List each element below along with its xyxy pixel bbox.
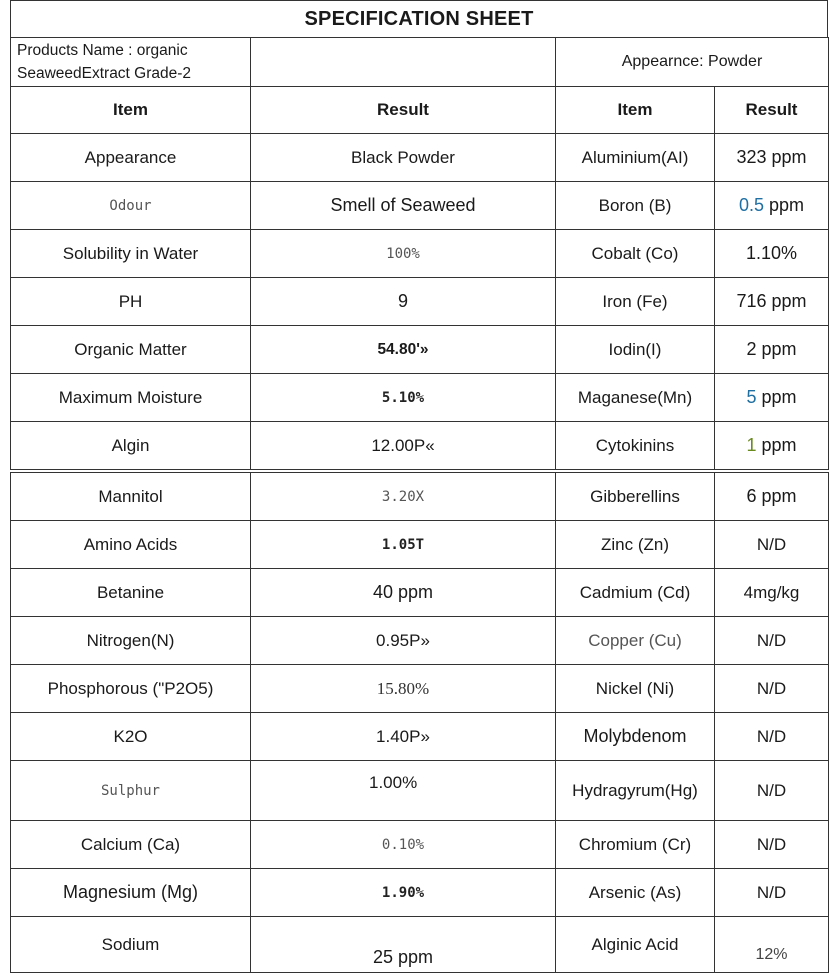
item-cell-2: Boron (B) — [556, 182, 715, 230]
result-cell: 0.10% — [251, 821, 556, 869]
item-cell-2: Arsenic (As) — [556, 869, 715, 917]
table-row — [11, 134, 829, 182]
result-unit: ppm — [756, 435, 797, 455]
item-cell: Maximum Moisture — [11, 374, 251, 422]
result-cell: 0.95P» — [251, 617, 556, 665]
item-cell: Amino Acids — [11, 521, 251, 569]
item-cell: Appearance — [11, 134, 251, 182]
result-cell-2: 4mg/kg — [715, 569, 829, 617]
table-row — [11, 278, 829, 326]
result-cell: 25 ppm — [251, 917, 556, 973]
table-row — [11, 521, 829, 569]
item-cell-2: Iron (Fe) — [556, 278, 715, 326]
item-cell-2: Aluminium(AI) — [556, 134, 715, 182]
item-cell: Odour — [11, 182, 251, 230]
result-cell: 15.80% — [251, 665, 556, 713]
product-row — [11, 38, 829, 87]
result-cell-2 — [715, 374, 829, 422]
table-row — [11, 761, 829, 821]
result-cell-2: 2 ppm — [715, 326, 829, 374]
result-cell-2: 1.10% — [715, 230, 829, 278]
result-cell: 5.10% — [251, 374, 556, 422]
item-cell: Phosphorous ("P2O5) — [11, 665, 251, 713]
item-cell: K2O — [11, 713, 251, 761]
table-row — [11, 665, 829, 713]
item-cell-2: Copper (Cu) — [556, 617, 715, 665]
product-name: Products Name : organic SeaweedExtract Grade-2 — [11, 38, 251, 87]
item-cell: PH — [11, 278, 251, 326]
item-cell: Mannitol — [11, 471, 251, 521]
result-cell-2 — [715, 182, 829, 230]
table-row — [11, 422, 829, 472]
sheet-title: SPECIFICATION SHEET — [10, 0, 828, 37]
result-cell: Smell of Seaweed — [251, 182, 556, 230]
result-cell-2: N/D — [715, 713, 829, 761]
table-row — [11, 471, 829, 521]
result-cell: 9 — [251, 278, 556, 326]
item-cell-2: Cadmium (Cd) — [556, 569, 715, 617]
result-cell: 1.40P» — [251, 713, 556, 761]
item-cell: Organic Matter — [11, 326, 251, 374]
result-cell: 54.80'» — [251, 326, 556, 374]
result-cell-2 — [715, 422, 829, 472]
spec-table — [10, 37, 829, 973]
result-cell: 1.00% — [251, 761, 556, 821]
result-cell-2: N/D — [715, 869, 829, 917]
item-cell: Algin — [11, 422, 251, 472]
result-cell: 12.00P« — [251, 422, 556, 472]
table-row — [11, 374, 829, 422]
result-cell-2: 6 ppm — [715, 471, 829, 521]
item-cell-2: Zinc (Zn) — [556, 521, 715, 569]
result-value: 1 — [746, 435, 757, 455]
item-cell: Sodium — [11, 917, 251, 973]
item-cell-2: Cytokinins — [556, 422, 715, 472]
table-row — [11, 821, 829, 869]
item-cell: Sulphur — [11, 761, 251, 821]
result-cell-2: N/D — [715, 665, 829, 713]
item-cell-2: Nickel (Ni) — [556, 665, 715, 713]
result-value: 0.5 — [738, 195, 764, 215]
result-cell: 1.05T — [251, 521, 556, 569]
header-item-2: Item — [556, 87, 715, 134]
result-cell: 40 ppm — [251, 569, 556, 617]
table-row — [11, 713, 829, 761]
result-cell: Black Powder — [251, 134, 556, 182]
result-value: 5 — [746, 387, 757, 407]
item-cell-2: Molybdenom — [556, 713, 715, 761]
result-cell-2: 12% — [715, 917, 829, 973]
item-cell: Calcium (Ca) — [11, 821, 251, 869]
table-row — [11, 917, 829, 973]
item-cell-2: Iodin(I) — [556, 326, 715, 374]
result-unit: ppm — [756, 387, 797, 407]
item-cell-2: Cobalt (Co) — [556, 230, 715, 278]
result-cell-2: N/D — [715, 617, 829, 665]
result-unit: ppm — [764, 195, 805, 215]
item-cell: Solubility in Water — [11, 230, 251, 278]
header-row — [11, 87, 829, 134]
table-row — [11, 569, 829, 617]
header-result-2: Result — [715, 87, 829, 134]
result-cell: 100% — [251, 230, 556, 278]
result-cell-2: N/D — [715, 761, 829, 821]
result-cell-2: N/D — [715, 821, 829, 869]
table-row — [11, 182, 829, 230]
item-cell-2: Chromium (Cr) — [556, 821, 715, 869]
item-cell: Nitrogen(N) — [11, 617, 251, 665]
result-cell-2: N/D — [715, 521, 829, 569]
item-cell: Betanine — [11, 569, 251, 617]
product-blank-cell — [251, 38, 556, 87]
result-cell-2: 716 ppm — [715, 278, 829, 326]
result-cell: 1.90% — [251, 869, 556, 917]
item-cell-2: Gibberellins — [556, 471, 715, 521]
specification-sheet — [10, 0, 828, 973]
result-cell-2: 323 ppm — [715, 134, 829, 182]
result-cell: 3.20X — [251, 471, 556, 521]
item-cell: Magnesium (Mg) — [11, 869, 251, 917]
table-row — [11, 617, 829, 665]
appearance-header: Appearnce: Powder — [556, 38, 829, 87]
item-cell-2: Hydragyrum(Hg) — [556, 761, 715, 821]
table-row — [11, 230, 829, 278]
item-cell-2: Alginic Acid — [556, 917, 715, 973]
table-row — [11, 326, 829, 374]
table-row — [11, 869, 829, 917]
header-result: Result — [251, 87, 556, 134]
header-item: Item — [11, 87, 251, 134]
item-cell-2: Maganese(Mn) — [556, 374, 715, 422]
